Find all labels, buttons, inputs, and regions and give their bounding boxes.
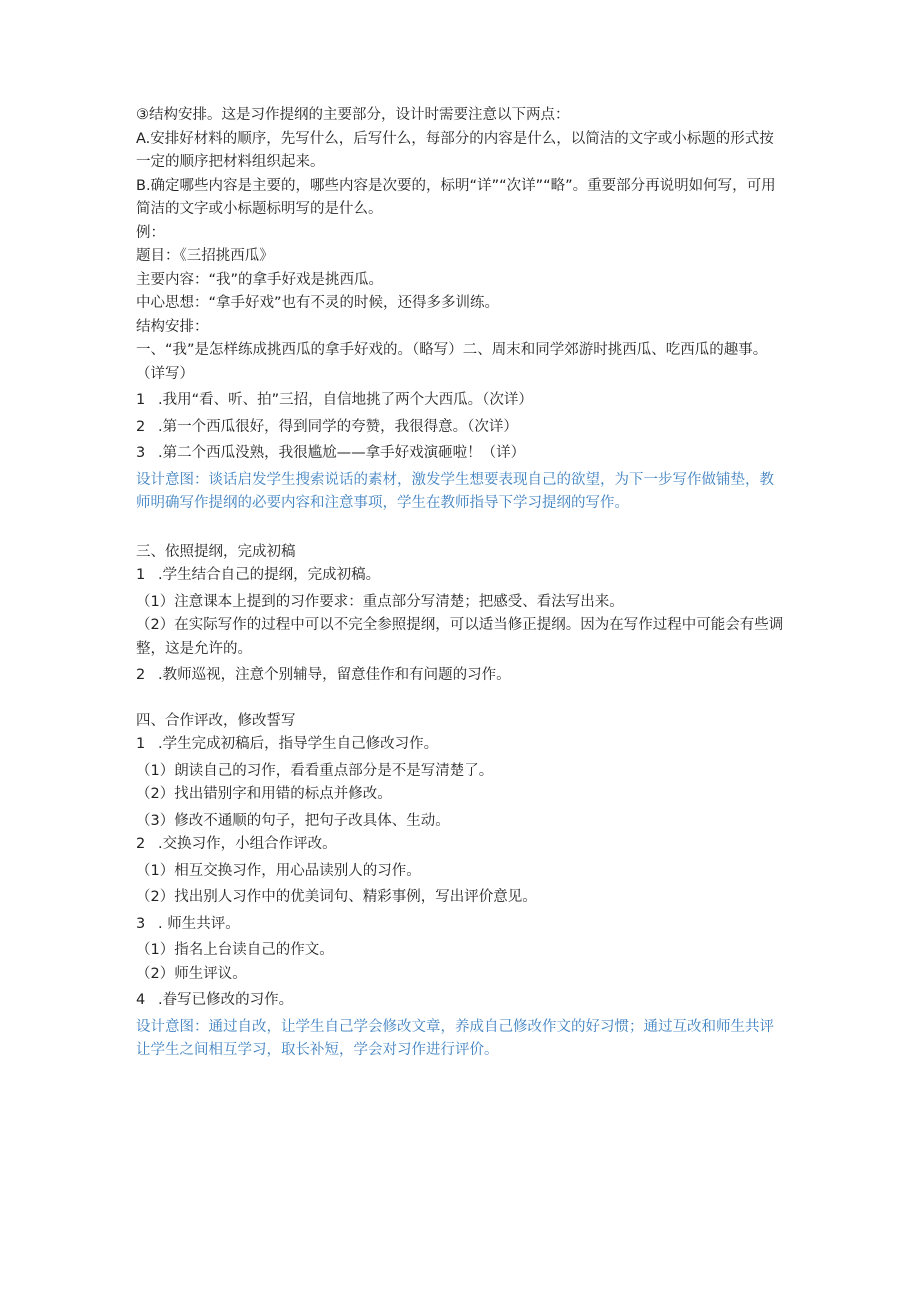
structure-heading: ③结构安排。这是习作提纲的主要部分，设计时需要注意以下两点： xyxy=(136,107,570,123)
example-central-idea: 中心思想：“拿手好戏”也有不灵的时候，还得多多训练。 xyxy=(136,295,500,311)
section-revise-heading: 四、合作评改，修改誓写 xyxy=(136,712,296,729)
outline-item-number: 3 xyxy=(136,445,146,461)
revise-step xyxy=(136,733,786,757)
draft-step xyxy=(136,564,786,588)
example-structure-label: 结构安排： xyxy=(136,318,209,335)
revise-substep: （2）找出别人习作中的优美词句、精彩事例，写出评价意见。 xyxy=(136,889,537,905)
document-page xyxy=(136,104,786,1063)
revise-substep: （1）指名上台读自己的作文。 xyxy=(136,942,334,958)
outline-item xyxy=(136,416,786,440)
draft-substep: （1）注意课本上提到的习作要求：重点部分写清楚；把感受、看法写出来。 xyxy=(136,593,624,610)
revise-step-number: 2 xyxy=(136,836,146,852)
structure-point-b: B.确定哪些内容是主要的，哪些内容是次要的，标明“详”“次详”“略”。重要部分再说明如何写，可用简洁的文字或小标题标明写的是什么。 xyxy=(136,177,776,217)
example-main-content: 主要内容：“我”的拿手好戏是挑西瓜。 xyxy=(136,271,384,288)
example-outline: 一、“我”是怎样练成挑西瓜的拿手好戏的。（略写）二、周末和同学郊游时挑西瓜、吃西瓜的趣事。（详写） xyxy=(136,342,768,382)
revise-step-number: 1 xyxy=(136,736,146,752)
revise-step xyxy=(136,913,786,937)
outline-item-text: .我用“看、听、拍”三招，自信地挑了两个大西瓜。（次详） xyxy=(158,392,533,408)
revise-substep: （3）修改不通顺的句子，把句子改具体、生动。 xyxy=(136,812,450,829)
draft-step-text: .学生结合自己的提纲，完成初稿。 xyxy=(158,567,381,583)
structure-point-a: A.安排好材料的顺序，先写什么，后写什么，每部分的内容是什么，以简洁的文字或小标题的形式按一定的顺序把材料组织起来。 xyxy=(136,130,774,170)
draft-substep: （2）在实际写作的过程中可以不完全参照提纲，可以适当修正提纲。因为在写作过程中可能会有些调整，这是允许的。 xyxy=(136,617,784,657)
design-intent-revise: 设计意图：通过自改，让学生自己学会修改文章，养成自己修改作文的好习惯；通过互改和师生共评让学生之间相互学习，取长补短，学会对习作进行评价。 xyxy=(136,1018,774,1058)
draft-step-number: 2 xyxy=(136,667,146,683)
revise-substep: （2）师生评议。 xyxy=(136,965,247,982)
draft-step-number: 1 xyxy=(136,567,146,583)
revise-substep: （2）找出错别字和用错的标点并修改。 xyxy=(136,786,392,802)
revise-step-text: .眷写已修改的习作。 xyxy=(158,992,294,1008)
outline-item-text: .第二个西瓜没熟，我很尴尬——拿手好戏演砸啦！（详） xyxy=(158,445,526,461)
revise-step-text: .学生完成初稿后，指导学生自己修改习作。 xyxy=(158,736,439,752)
revise-step-text: .交换习作，小组合作评改。 xyxy=(158,836,337,852)
outline-item-text: .第一个西瓜很好，得到同学的夸赞，我很得意。（次详） xyxy=(158,418,518,435)
section-draft-heading: 三、依照提纲，完成初稿 xyxy=(136,543,296,560)
design-intent-outline: 设计意图：谈话启发学生搜索说话的素材，激发学生想要表现自己的欲望，为下一步写作做铺垫，教师明确写作提纲的必要内容和注意事项，学生在教师指导下学习提纲的写作。 xyxy=(136,471,774,511)
draft-step-text: .教师巡视，注意个别辅导，留意佳作和有问题的习作。 xyxy=(158,667,511,683)
revise-step-number: 4 xyxy=(136,992,146,1008)
example-label: 例： xyxy=(136,224,165,241)
revise-substep: （1）朗读自己的习作，看看重点部分是不是写清楚了。 xyxy=(136,762,494,779)
revise-step xyxy=(136,833,786,857)
outline-item xyxy=(136,442,786,466)
outline-item-number: 2 xyxy=(136,418,146,435)
revise-step-number: 3 xyxy=(136,915,146,932)
revise-step xyxy=(136,989,786,1013)
draft-step xyxy=(136,664,786,688)
outline-item xyxy=(136,389,786,413)
outline-item-number: 1 xyxy=(136,392,146,408)
revise-substep: （1）相互交换习作，用心品读别人的习作。 xyxy=(136,862,421,879)
revise-step-text: . 师生共评。 xyxy=(158,915,240,932)
example-title: 题目：《三招挑西瓜》 xyxy=(136,248,274,264)
